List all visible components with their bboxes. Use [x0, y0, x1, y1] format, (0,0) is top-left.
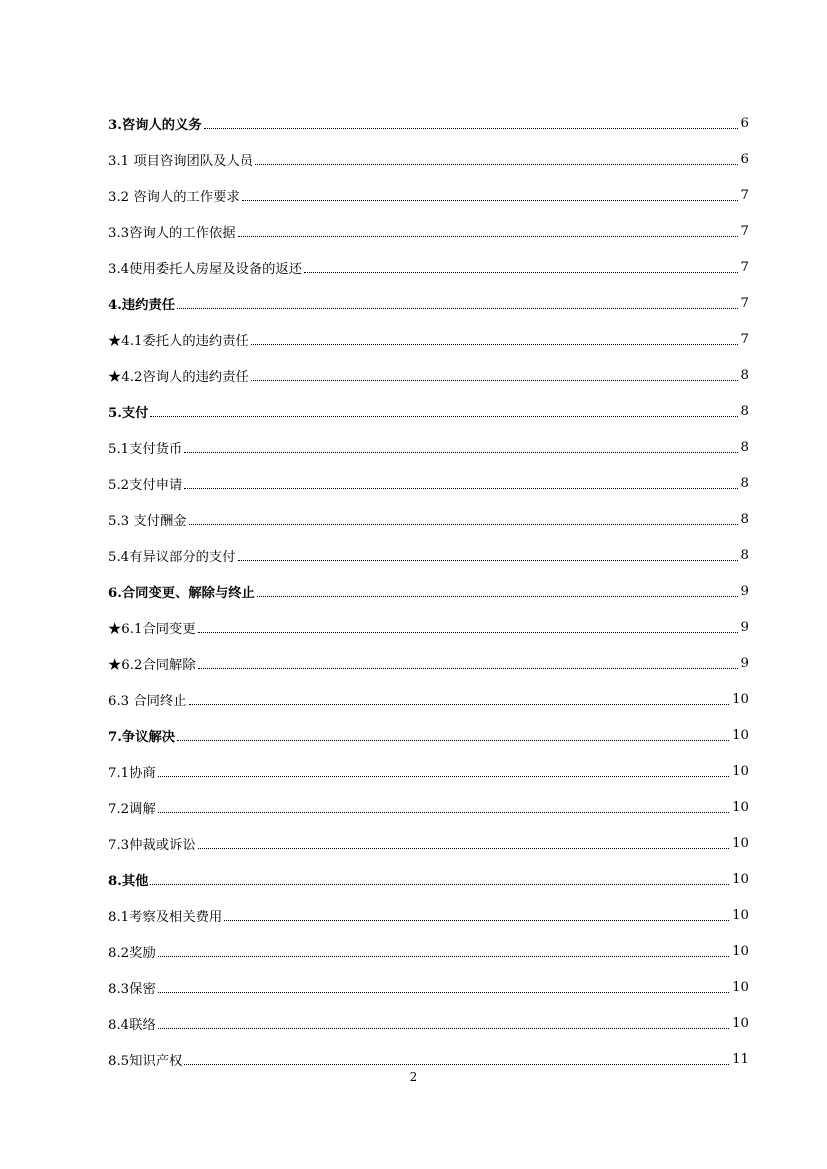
toc-entry-title: ★4.2咨询人的违约责任	[108, 369, 249, 385]
dot-leader	[150, 403, 737, 417]
toc-entry-title: 5.支付	[108, 405, 149, 421]
toc-entry-title: 3.1 项目咨询团队及人员	[108, 153, 254, 169]
toc-entry[interactable]	[108, 177, 749, 213]
toc-entry-title: 6.3 合同终止	[108, 693, 187, 709]
toc-entry[interactable]	[108, 573, 749, 609]
dot-leader	[198, 835, 729, 849]
toc-entry-title: 8.3保密	[108, 981, 156, 997]
toc-entry-page: 8	[740, 403, 749, 419]
toc-entry[interactable]	[108, 753, 749, 789]
toc-entry-title: 3.3咨询人的工作依据	[108, 225, 236, 241]
dot-leader	[184, 439, 737, 453]
dot-leader	[158, 1015, 729, 1029]
dot-leader	[238, 547, 738, 561]
toc-entry-page: 7	[740, 223, 749, 239]
toc-entry-page: 10	[732, 835, 749, 851]
toc-entry[interactable]	[108, 897, 749, 933]
toc-entry-title: 8.5知识产权	[108, 1053, 183, 1069]
toc-entry-page: 10	[732, 763, 749, 779]
toc-entry[interactable]	[108, 1005, 749, 1041]
table-of-contents	[108, 105, 749, 1077]
toc-entry-title: 3.4使用委托人房屋及设备的返还	[108, 261, 303, 277]
toc-entry[interactable]	[108, 933, 749, 969]
toc-entry-page: 6	[740, 151, 749, 167]
toc-entry-title: 4.违约责任	[108, 297, 176, 313]
toc-entry-title: ★4.1委托人的违约责任	[108, 333, 249, 349]
dot-leader	[189, 691, 730, 705]
dot-leader	[257, 583, 738, 597]
toc-entry[interactable]	[108, 501, 749, 537]
toc-entry[interactable]	[108, 429, 749, 465]
dot-leader	[158, 763, 729, 777]
toc-entry-page: 10	[732, 1015, 749, 1031]
dot-leader	[242, 187, 738, 201]
dot-leader	[204, 115, 738, 129]
toc-entry-page: 10	[732, 799, 749, 815]
dot-leader	[198, 655, 738, 669]
toc-entry[interactable]	[108, 825, 749, 861]
dot-leader	[251, 331, 738, 345]
dot-leader	[184, 475, 737, 489]
toc-entry-title: 8.4联络	[108, 1017, 156, 1033]
toc-entry-title: 6.合同变更、解除与终止	[108, 585, 255, 601]
toc-entry[interactable]	[108, 465, 749, 501]
toc-entry-title: 7.争议解决	[108, 729, 176, 745]
toc-entry-title: 3.咨询人的义务	[108, 117, 202, 133]
toc-entry-page: 9	[740, 619, 749, 635]
dot-leader	[150, 871, 729, 885]
toc-entry-page: 7	[740, 295, 749, 311]
toc-entry-page: 9	[740, 583, 749, 599]
toc-entry-title: 7.1协商	[108, 765, 156, 781]
page-number: 2	[409, 1070, 418, 1084]
dot-leader	[251, 367, 738, 381]
toc-entry-page: 8	[740, 511, 749, 527]
toc-entry-page: 10	[732, 907, 749, 923]
toc-entry-title: ★6.1合同变更	[108, 621, 196, 637]
toc-entry-title: 5.1支付货币	[108, 441, 183, 457]
toc-entry-page: 7	[740, 259, 749, 275]
dot-leader	[198, 619, 738, 633]
toc-entry-page: 8	[740, 439, 749, 455]
toc-entry[interactable]	[108, 969, 749, 1005]
toc-entry[interactable]	[108, 213, 749, 249]
toc-entry-title: 8.其他	[108, 873, 149, 889]
toc-entry[interactable]	[108, 141, 749, 177]
toc-entry-page: 6	[740, 115, 749, 131]
toc-entry-page: 10	[732, 979, 749, 995]
toc-entry-title: 8.2奖励	[108, 945, 156, 961]
dot-leader	[238, 223, 738, 237]
toc-entry-page: 8	[740, 475, 749, 491]
toc-entry-page: 8	[740, 367, 749, 383]
toc-entry[interactable]	[108, 789, 749, 825]
toc-entry-page: 10	[732, 871, 749, 887]
toc-entry-page: 10	[732, 943, 749, 959]
toc-entry[interactable]	[108, 249, 749, 285]
toc-entry-title: 7.3仲裁或诉讼	[108, 837, 196, 853]
dot-leader	[255, 151, 737, 165]
dot-leader	[158, 799, 729, 813]
dot-leader	[224, 907, 729, 921]
toc-entry-title: 3.2 咨询人的工作要求	[108, 189, 240, 205]
toc-entry[interactable]	[108, 285, 749, 321]
toc-entry-page: 11	[732, 1051, 749, 1067]
dot-leader	[304, 259, 738, 273]
toc-entry[interactable]	[108, 393, 749, 429]
toc-entry-page: 8	[740, 547, 749, 563]
dot-leader	[177, 727, 729, 741]
toc-entry-page: 10	[732, 691, 749, 707]
toc-entry[interactable]	[108, 609, 749, 645]
dot-leader	[158, 943, 729, 957]
toc-entry-title: 8.1考察及相关费用	[108, 909, 223, 925]
dot-leader	[189, 511, 738, 525]
toc-entry-page: 7	[740, 331, 749, 347]
toc-entry[interactable]	[108, 681, 749, 717]
toc-entry-title: ★6.2合同解除	[108, 657, 196, 673]
dot-leader	[158, 979, 729, 993]
toc-entry[interactable]	[108, 645, 749, 681]
toc-entry-title: 5.2支付申请	[108, 477, 183, 493]
toc-entry-title: 5.4有异议部分的支付	[108, 549, 236, 565]
toc-entry[interactable]	[108, 861, 749, 897]
toc-entry[interactable]	[108, 105, 749, 141]
toc-entry-title: 7.2调解	[108, 801, 156, 817]
toc-entry[interactable]	[108, 717, 749, 753]
toc-entry[interactable]	[108, 321, 749, 357]
toc-entry-page: 9	[740, 655, 749, 671]
dot-leader	[177, 295, 737, 309]
toc-entry-page: 10	[732, 727, 749, 743]
toc-entry[interactable]	[108, 357, 749, 393]
dot-leader	[184, 1051, 729, 1065]
toc-entry-page: 7	[740, 187, 749, 203]
toc-entry-title: 5.3 支付酬金	[108, 513, 187, 529]
toc-entry[interactable]	[108, 537, 749, 573]
